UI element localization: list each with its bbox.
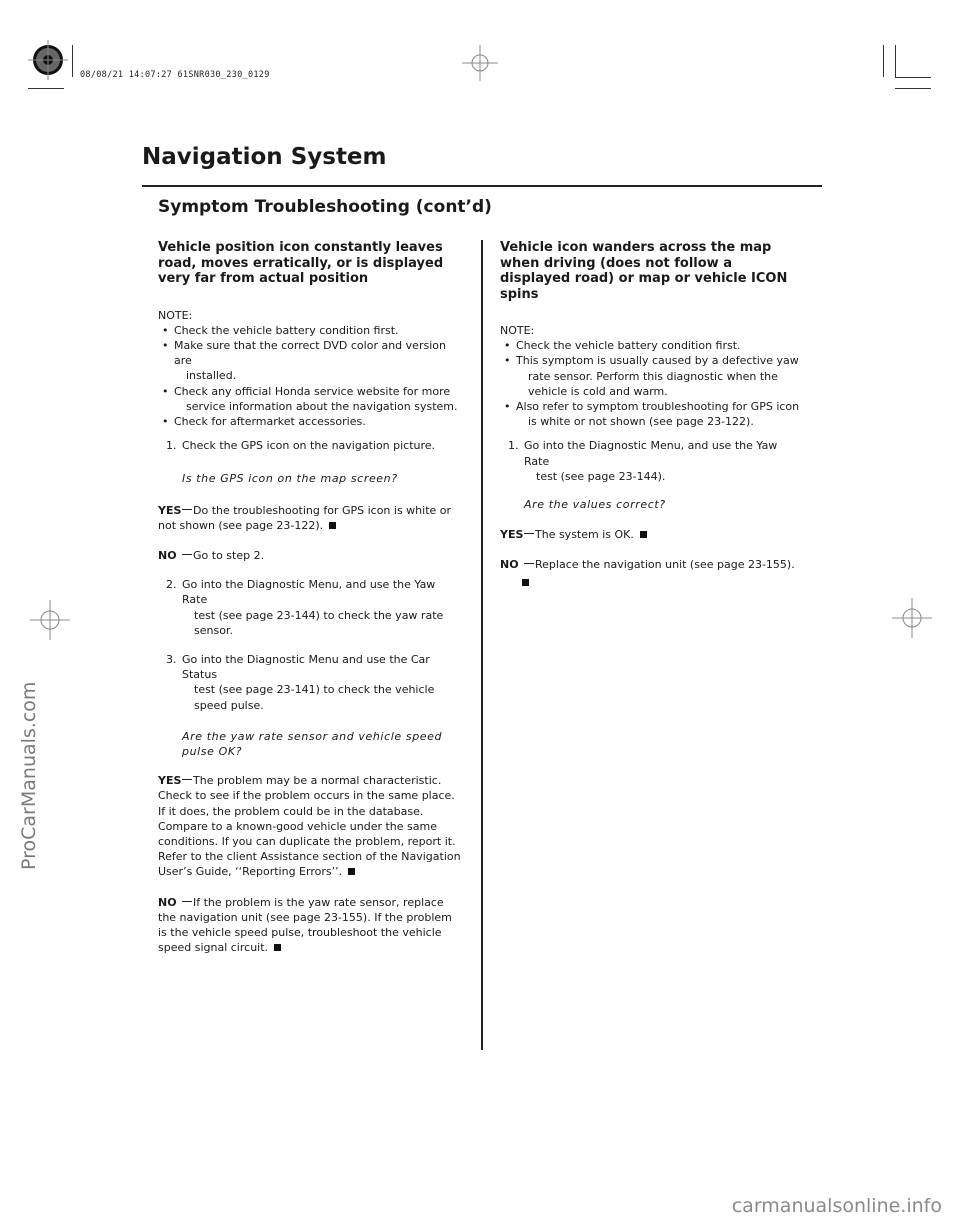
answer-text: The system is OK. — [535, 528, 634, 542]
question: Are the values correct? — [524, 498, 666, 512]
note-item: • Check any official Honda service website for more service information about the navigation system. — [158, 384, 464, 414]
step-1 — [158, 438, 464, 453]
step-text: Go into the Diagnostic Menu, and use the Yaw Rate — [182, 578, 436, 607]
step-number: 2. — [166, 578, 177, 592]
right-column-title: Vehicle icon wanders across the map when driving (does not follow a displayed road) or map or vehicle ICON spins — [500, 240, 788, 302]
answer-text: If the problem is the yaw rate sensor, replace the navigation unit (see page 23-155). If the problem is the vehicle speed pulse, troubleshoot the vehicle speed signal circuit. — [158, 895, 452, 955]
note-list — [500, 338, 805, 429]
yes-answer — [158, 503, 464, 533]
step-text: Check the GPS icon on the navigation picture. — [182, 439, 436, 453]
dash-icon — [524, 533, 534, 534]
yes-label: YES — [158, 774, 182, 788]
dash-icon — [182, 554, 192, 555]
note-list — [158, 323, 464, 429]
yes-label: YES — [158, 503, 182, 517]
answer-text: Do the troubleshooting for GPS icon is white or not shown (see page 23-122). — [158, 503, 452, 532]
step-text: test (see page 23-144). — [536, 469, 666, 483]
registration-mark-icon — [28, 40, 68, 80]
note-item: • Check for aftermarket accessories. — [158, 414, 464, 429]
no-label: NO — [158, 895, 177, 909]
no-answer — [500, 557, 805, 589]
step-number: 1. — [166, 439, 177, 453]
note-item: • This symptom is usually caused by a defective yaw rate sensor. Perform this diagnostic when the vehicle is cold and warm. — [500, 353, 805, 399]
right-column — [500, 240, 805, 590]
step-1 — [500, 438, 805, 484]
note-item: • Check the vehicle battery condition first. — [500, 338, 805, 353]
crop-mark — [883, 45, 884, 77]
section-title: Symptom Troubleshooting (cont’d) — [158, 197, 492, 217]
note-label: NOTE: — [500, 324, 535, 337]
dash-icon — [182, 509, 192, 510]
note-item: • Also refer to symptom troubleshooting for GPS icon is white or not shown (see page 23-122). — [500, 399, 805, 429]
column-divider — [481, 240, 483, 1050]
print-stamp: 08/08/21 14:07:27 61SNR030_230_0129 — [80, 70, 270, 80]
question: Is the GPS icon on the map screen? — [182, 472, 398, 486]
step-text: Go into the Diagnostic Menu and use the Car Status — [182, 652, 430, 682]
crop-mark — [895, 77, 931, 78]
side-watermark: ProCarManuals.com — [18, 681, 40, 870]
end-square-icon — [522, 579, 529, 586]
title-rule — [142, 185, 822, 187]
no-answer — [158, 895, 464, 956]
answer-text: Go to step 2. — [193, 548, 265, 562]
dash-icon — [524, 563, 534, 564]
note-label: NOTE: — [158, 308, 193, 322]
crosshair-icon — [892, 598, 932, 638]
end-square-icon — [329, 522, 336, 529]
dash-icon — [182, 901, 192, 902]
page-title: Navigation System — [142, 144, 387, 170]
footer-watermark: carmanualsonline.info — [731, 1195, 942, 1217]
no-label: NO — [500, 558, 519, 572]
crop-mark — [72, 45, 73, 77]
dash-icon — [182, 779, 192, 780]
question: Are the yaw rate sensor and vehicle speed pulse OK? — [182, 729, 443, 758]
crosshair-icon — [462, 45, 498, 81]
yes-answer — [158, 773, 464, 879]
crosshair-icon — [30, 600, 70, 640]
step-number: 1. — [508, 439, 519, 453]
step-text: Go into the Diagnostic Menu, and use the Yaw Rate — [524, 439, 778, 468]
crop-mark — [895, 88, 931, 89]
step-text: test (see page 23-144) to check the yaw rate sensor. — [194, 608, 444, 637]
yes-answer — [500, 527, 805, 542]
end-square-icon — [640, 531, 647, 538]
step-3 — [158, 652, 464, 713]
step-text: test (see page 23-141) to check the vehicle speed pulse. — [194, 683, 435, 712]
note-item: • Check the vehicle battery condition first. — [158, 323, 464, 338]
left-column-title: Vehicle position icon constantly leaves road, moves erratically, or is displayed very far from actual position — [158, 240, 444, 286]
answer-text: Replace the navigation unit (see page 23-155). — [535, 558, 795, 572]
yes-label: YES — [500, 528, 524, 542]
step-2 — [158, 577, 464, 638]
no-answer — [158, 548, 464, 563]
end-square-icon — [348, 868, 355, 875]
answer-text: The problem may be a normal characteristic. Check to see if the problem occurs in the same place. If it does, the problem could be in the database. Compare to a known-good vehicle under the same conditions. If you can duplicate the problem, report it. Refer to the client Assistance section of the Navigation User’s Guide, ‘‘Reporting Errors’’. — [158, 774, 461, 879]
end-square-icon — [274, 944, 281, 951]
crop-mark — [895, 45, 896, 77]
step-number: 3. — [166, 652, 177, 666]
note-item: • Make sure that the correct DVD color and version are installed. — [158, 338, 464, 384]
no-label: NO — [158, 548, 177, 562]
left-column — [158, 240, 464, 955]
crop-mark — [28, 88, 64, 89]
